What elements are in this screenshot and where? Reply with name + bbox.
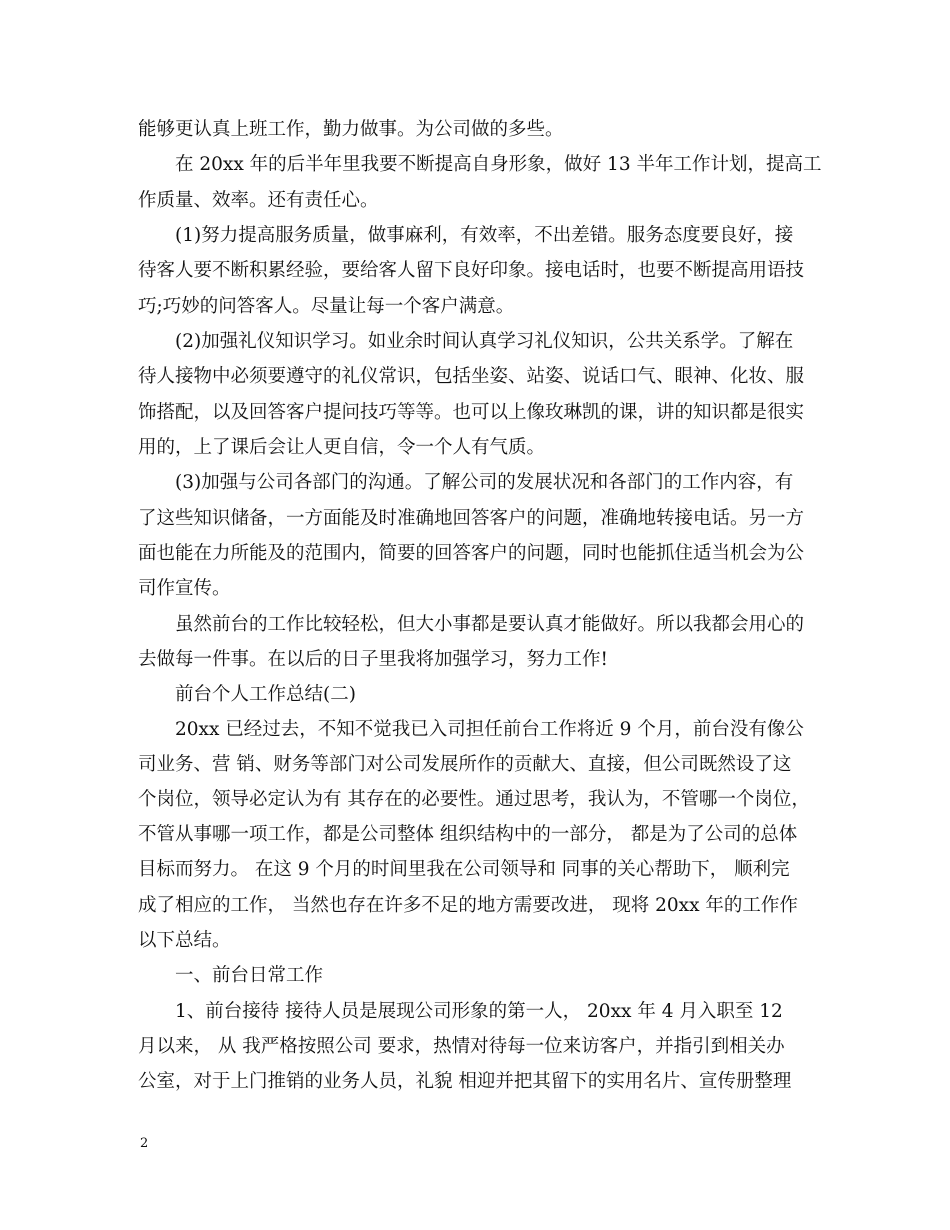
section-heading: 前台个人工作总结(二) [138,684,356,705]
text-line: 去做每一件事。在以后的日子里我将加强学习，努力工作! [138,649,608,670]
text-line: (1)努力提高服务质量，做事麻利，有效率，不出差错。服务态度要良好，接 [138,225,794,246]
text-line: 能够更认真上班工作，勤力做事。为公司做的多些。 [138,119,564,140]
text-line: 1、前台接待 接待人员是展现公司形象的第一人， 20xx 年 4 月入职至 12 [138,1001,783,1022]
text-line: 面也能在力所能及的范围内，简要的回答客户的问题，同时也能抓住适当机会为公 [138,543,805,564]
text-line: 个岗位，领导必定认为有 其存在的必要性。通过思考，我认为，不管哪一个岗位， [138,789,810,810]
text-line: 了这些知识储备，一方面能及时准确地回答客户的问题，准确地转接电话。另一方 [138,508,805,529]
text-line: 饰搭配，以及回答客户提问技巧等等。也可以上像玫琳凯的课，讲的知识都是很实 [138,402,805,423]
text-line: (3)加强与公司各部门的沟通。了解公司的发展状况和各部门的工作内容，有 [138,472,794,493]
text-line: 以下总结。 [138,930,231,951]
text-line: 不管从事哪一项工作，都是公司整体 组织结构中的一部分， 都是为了公司的总体 [138,824,798,845]
text-line: (2)加强礼仪知识学习。如业余时间认真学习礼仪知识，公共关系学。了解在 [138,331,794,352]
text-line: 待人接物中必须要遵守的礼仪常识，包括坐姿、站姿、说话口气、眼神、化妆、服 [138,366,805,387]
text-line: 司业务、营 销、财务等部门对公司发展所作的贡献大、直接，但公司既然设了这 [138,754,792,775]
text-line: 虽然前台的工作比较轻松，但大小事都是要认真才能做好。所以我都会用心的 [138,614,805,635]
text-line: 成了相应的工作， 当然也存在许多不足的地方需要改进， 现将 20xx 年的工作作 [138,895,798,916]
text-line: 作质量、效率。还有责任心。 [138,190,379,211]
text-line: 司作宣传。 [138,578,231,599]
section-heading: 一、前台日常工作 [138,965,324,986]
page-number: 2 [140,1136,149,1151]
text-line: 月以来， 从 我严格按照公司 要求，热情对待每一位来访客户，并指引到相关办 [138,1036,785,1057]
text-line: 公室，对于上门推销的业务人员，礼貌 相迎并把其留下的实用名片、宣传册整理 [138,1071,792,1092]
text-line: 目标而努力。 在这 9 个月的时间里我在公司领导和 同事的关心帮助下， 顺利完 [138,859,790,880]
text-line: 用的，上了课后会让人更自信，令一个人有气质。 [138,437,546,458]
text-line: 巧;巧妙的问答客人。尽量让每一个客户满意。 [138,296,515,317]
text-line: 待客人要不断积累经验，要给客人留下良好印象。接电话时，也要不断提高用语技 [138,260,805,281]
text-line: 20xx 已经过去，不知不觉我已入司担任前台工作将近 9 个月，前台没有像公 [138,719,804,740]
text-line: 在 20xx 年的后半年里我要不断提高自身形象，做好 13 半年工作计划，提高工 [138,154,822,175]
